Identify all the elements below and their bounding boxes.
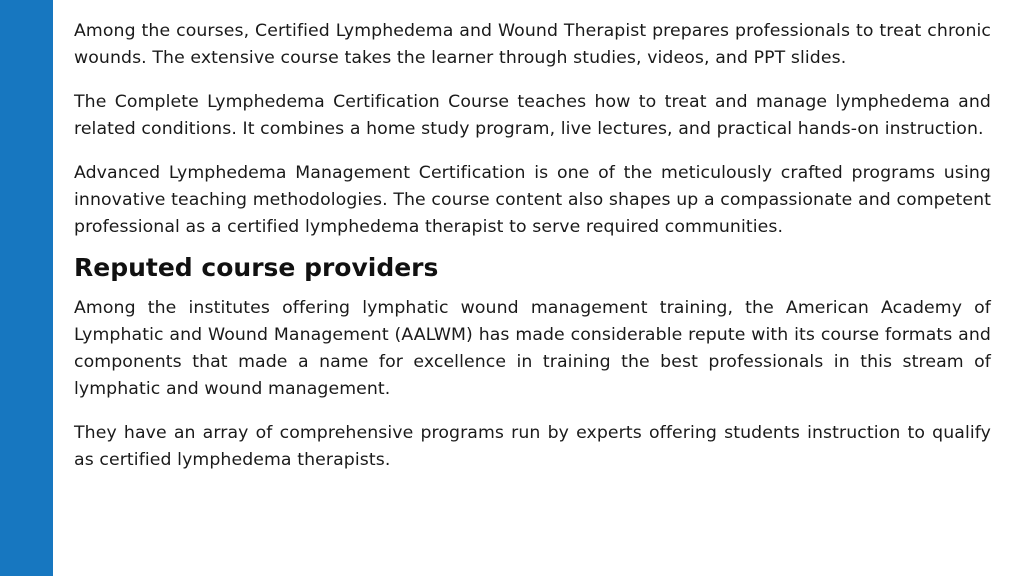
paragraph-aalwm-repute: Among the institutes offering lymphatic wound management training, the American Academy of Lymphatic and Wound Management (AALWM) has made considerable repute with its course formats and components that made a name for excellence in training the best professionals in this stream of lymphatic and wound management. [74,298,991,399]
paragraph-cltw-course: Among the courses, Certified Lymphedema and Wound Therapist prepares professionals to treat chronic wounds. The extensive course takes the learner through studies, videos, and PPT slides. [74,21,991,68]
accent-side-bar [0,0,53,576]
paragraph-complete-lymphedema-course: The Complete Lymphedema Certification Course teaches how to treat and manage lymphedema and related conditions. It combines a home study program, live lectures, and practical hands-on instruction. [74,92,991,139]
paragraph-advanced-lymphedema-course: Advanced Lymphedema Management Certification is one of the meticulously crafted programs using innovative teaching methodologies. The course content also shapes up a compassionate and competent professional as a certified lymphedema therapist to serve required communities. [74,163,991,237]
section-heading: Reputed course providers [74,253,439,282]
slide-content [74,18,991,491]
paragraph-programs-array: They have an array of comprehensive programs run by experts offering students instruction to qualify as certified lymphedema therapists. [74,423,991,470]
